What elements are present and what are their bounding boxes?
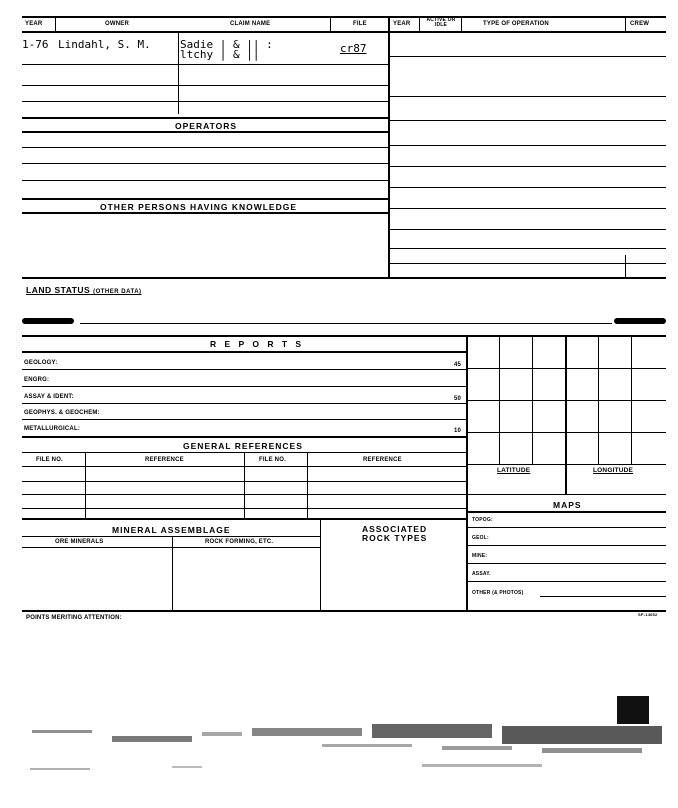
reports-right-divider [466, 335, 468, 611]
marker-blot [22, 318, 74, 324]
operation-row-line [389, 166, 666, 167]
report-row-line [22, 369, 467, 370]
header-divider [388, 16, 390, 32]
mineral-assemblage-title: MINERAL ASSEMBLAGE [112, 525, 231, 535]
operators-title: OPERATORS [175, 121, 238, 131]
form-code: SP-14652 [638, 612, 658, 617]
other-persons-bottom-rule [22, 212, 388, 214]
report-row-line [22, 403, 467, 404]
header-divider [55, 16, 56, 32]
report-label-geophys: GEOPHYS. & GEOCHEM: [24, 410, 100, 416]
maps-row-line [467, 581, 666, 582]
owner-row-line [22, 64, 388, 65]
entry-owner: Lindahl, S. M. [58, 38, 151, 51]
maps-mine-label: MINE: [472, 553, 488, 559]
mineral-top-rule [22, 518, 467, 520]
general-refs-divider [244, 452, 245, 518]
general-refs-divider [85, 452, 86, 518]
operation-row-line [389, 187, 666, 188]
operation-row-line [389, 229, 666, 230]
entry-file: cr87 [340, 42, 367, 55]
maps-title: MAPS [553, 500, 582, 510]
header-divider [625, 16, 626, 32]
reports-title-rule [22, 351, 467, 353]
general-refs-col-file-no-1: FILE NO. [36, 457, 63, 463]
header-claim-name: CLAIM NAME [230, 21, 271, 27]
maps-assay-label: ASSAY. [472, 571, 491, 577]
header-year-2: YEAR [393, 21, 411, 27]
operation-row-line [389, 96, 666, 97]
header-type-of-operation: TYPE OF OPERATION [483, 21, 549, 27]
header-bottom-rule [22, 31, 666, 33]
operators-row-line [22, 147, 388, 148]
land-status-label: LAND STATUS [26, 285, 91, 295]
report-num-metallurgical: 10 [454, 428, 462, 434]
report-num-assay: 50 [454, 396, 462, 402]
owner-row-line [22, 85, 388, 86]
general-refs-divider [307, 452, 308, 518]
entry-claim-line-1: Sadie | & || : [180, 38, 273, 51]
scan-noise-band [22, 716, 666, 778]
maps-title-rule [467, 511, 666, 513]
header-divider [461, 16, 462, 32]
points-meriting-label: POINTS MERITING ATTENTION: [26, 615, 122, 621]
header-active-idle: ACTIVE OR IDLE [426, 17, 456, 28]
land-status-line [80, 323, 612, 324]
operation-row-line [389, 56, 666, 57]
maps-geol-label: GEOL: [472, 535, 489, 541]
ore-minerals-label: ORE MINERALS [55, 539, 104, 545]
maps-topog-label: TOPOG: [472, 517, 493, 523]
general-refs-col-reference-1: REFERENCE [145, 457, 184, 463]
form-bottom-rule [22, 610, 666, 612]
rock-forming-label: ROCK FORMING, ETC. [205, 539, 274, 545]
reports-top-rule [22, 335, 666, 337]
report-row-line [22, 419, 467, 420]
associated-rock-types-2: ROCK TYPES [362, 533, 428, 543]
land-status-title [26, 285, 142, 295]
maps-other-label: OTHER (& PHOTOS) [472, 590, 524, 596]
operators-row-line [22, 180, 388, 181]
marker-blot [614, 318, 666, 324]
entry-year: 1-76 [22, 38, 49, 51]
maps-row-line [467, 563, 666, 564]
other-persons-top-rule [22, 198, 388, 200]
entry-claim-line-2: ltchy | & || [180, 48, 260, 61]
maps-row-line [467, 545, 666, 546]
owner-row-line [22, 101, 388, 102]
report-row-line [22, 386, 467, 387]
operators-row-line [22, 163, 388, 164]
report-label-metallurgical: METALLURGICAL: [24, 426, 81, 432]
report-label-assay: ASSAY & IDENT: [24, 394, 74, 400]
land-status-sublabel: (OTHER DATA) [93, 289, 142, 295]
operators-bottom-rule [22, 131, 388, 133]
general-references-title: GENERAL REFERENCES [183, 441, 303, 451]
report-label-engrg: ENGRG: [24, 377, 50, 383]
maps-row-line [467, 527, 666, 528]
header-divider [330, 16, 331, 32]
operation-row-line [389, 263, 666, 264]
coord-grid-line [467, 400, 666, 401]
general-refs-col-reference-2: REFERENCE [363, 457, 402, 463]
mineral-divider [320, 518, 321, 611]
maps-row-line [540, 596, 666, 597]
longitude-label: LONGITUDE [593, 467, 634, 474]
right-block-divider [388, 32, 390, 278]
header-owner: OWNER [105, 21, 129, 27]
operation-row-line [389, 120, 666, 121]
report-row-line [22, 436, 467, 438]
mineral-header-rule [22, 547, 320, 548]
header-crew: CREW [630, 21, 650, 27]
header-file: FILE [353, 21, 367, 27]
operation-row-line [389, 208, 666, 209]
crew-column-divider [625, 255, 626, 277]
other-persons-title: OTHER PERSONS HAVING KNOWLEDGE [100, 202, 298, 212]
header-divider [419, 16, 420, 32]
operation-row-line [389, 248, 666, 249]
coord-grid-line [467, 368, 666, 369]
header-year: YEAR [25, 21, 43, 27]
coords-bottom-rule [467, 494, 666, 495]
upper-block-bottom-rule [22, 277, 666, 279]
mineral-divider [172, 536, 173, 611]
mineral-title-rule [22, 536, 320, 537]
report-label-geology: GEOLOGY: [24, 360, 58, 366]
operation-row-line [389, 145, 666, 146]
header-top-rule [22, 16, 666, 18]
operators-top-rule [22, 117, 388, 119]
general-refs-col-file-no-2: FILE NO. [259, 457, 286, 463]
coord-grid-line [467, 432, 666, 433]
reports-title: R E P O R T S [210, 339, 305, 349]
coord-grid-line [565, 335, 567, 495]
coord-grid-line [467, 464, 666, 465]
associated-rock-types-1: ASSOCIATED [362, 524, 428, 534]
latitude-label: LATITUDE [497, 467, 531, 474]
report-num-geology: 45 [454, 362, 462, 368]
